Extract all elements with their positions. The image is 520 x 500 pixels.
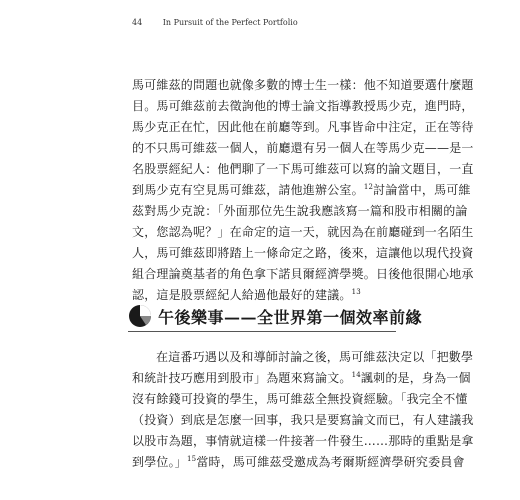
- section-heading: [128, 302, 423, 330]
- text-line: 組合理論奠基者的角色拿下諾貝爾經濟學獎。日後他很開心地承: [132, 267, 474, 281]
- running-title: In Pursuit of the Perfect Portfolio: [162, 18, 298, 27]
- text-line: 名股票經紀人：他們聊了一下馬可維茲可以寫的論文題目，一直: [132, 162, 474, 176]
- text-line: 沒有餘錢可投資的學生，馬可維茲全無投資經驗。「我完全不懂: [132, 392, 468, 406]
- section-title: 午後樂事——全世界第一個效率前緣: [158, 308, 423, 327]
- text-line: 人，馬可維茲即將踏上一條命定之路，後來，這讓他以現代投資: [132, 246, 474, 260]
- page-number: 44: [132, 18, 143, 27]
- text-line: 馬可維茲的問題也就像多數的博士生一樣：他不知道要選什麼題: [132, 78, 474, 92]
- text-line: 的不只馬可維茲一個人，前廳還有另一個人在等馬少克——是一: [132, 141, 474, 155]
- text-line: 在這番巧遇以及和導師討論之後，馬可維茲決定以「把數學: [156, 350, 474, 364]
- paragraph-2: [132, 347, 474, 473]
- text-line: 以股市為題，事情就這樣一件接著一件發生……那時的重點是拿: [132, 434, 474, 448]
- pie-chart-icon: [128, 304, 152, 328]
- text-line: 目。馬可維茲前去徵詢他的博士論文指導教授馬少克，進門時，: [132, 99, 474, 113]
- text-line: （投資）到底是怎麼一回事，我只是要寫論文而已，有人建議我: [132, 413, 474, 427]
- footnote-marker: 14: [351, 371, 361, 379]
- divider: [128, 331, 396, 332]
- text-line: 馬少克正在忙，因此他在前廳等到。凡事皆命中注定，正在等待: [132, 120, 474, 134]
- paragraph-1: [132, 75, 474, 306]
- footnote-marker: 13: [351, 288, 361, 296]
- text-line: 和統計技巧應用到股市」為題來寫論文。$^{14}$諷刺的是，身為一個: [132, 371, 471, 385]
- footnote-marker: 15: [187, 455, 197, 463]
- text-line: 文，您認為呢？」在命定的這一天，就因為在前廳碰到一名陌生: [132, 225, 474, 239]
- text-line: 到學位。」$^{15}$當時，馬可維茲受邀成為考爾斯經濟學研究委員會: [132, 455, 465, 469]
- text-line: 認，這是股票經紀人給過他最好的建議。$^{13}$: [132, 288, 361, 302]
- running-header: [132, 18, 298, 27]
- footnote-marker: 12: [363, 183, 374, 191]
- text-line: 茲對馬少克說：「外面那位先生說我應該寫一篇和股市相關的論: [132, 204, 468, 218]
- text-line: 到馬少克有空見馬可維茲，請他進辦公室。$^{12}$討論當中，馬可維: [132, 183, 471, 197]
